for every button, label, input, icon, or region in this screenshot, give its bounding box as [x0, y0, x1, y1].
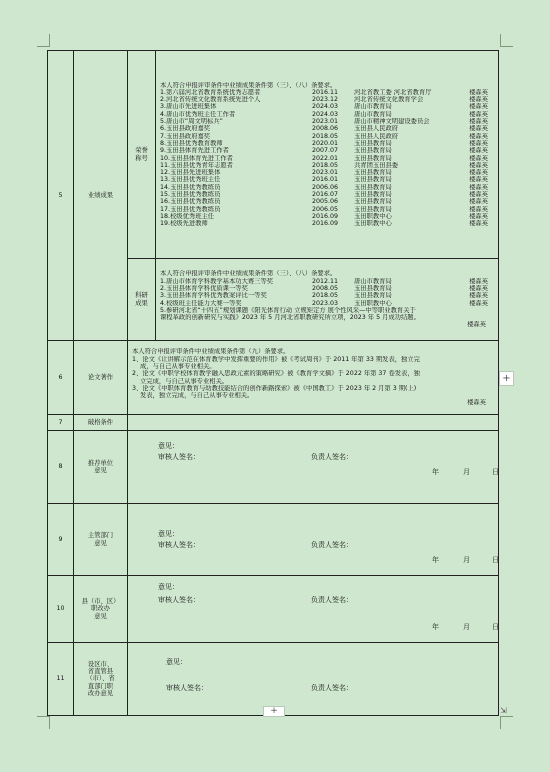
item-issuer: 玉田县教育局	[354, 169, 392, 177]
opinion-label: 意见：	[158, 530, 179, 538]
responsible-signature-label: 负责人签名：	[311, 684, 353, 692]
reviewer-signature-label: 审核人签名：	[158, 453, 200, 461]
margin-corner-mark	[500, 716, 513, 729]
item-signature: 楼森英	[469, 161, 488, 169]
item-title: 18.校级优秀班主任	[160, 212, 215, 220]
signature: 楼森英	[467, 399, 486, 407]
paper-line: 立完成，与自己从事专业相关。	[140, 377, 229, 385]
item-title: 7.玉田县政府嘉奖	[160, 132, 211, 140]
item-title: 4.校级班主任能力大赛一等奖	[160, 299, 242, 307]
research-note: 5.参研河北省“十四五”规划课题《阳光体育行动 立规矩定方 展个性风采—中等职业教育关于	[160, 306, 416, 314]
list-item	[160, 191, 494, 198]
margin-corner-mark	[37, 716, 50, 729]
add-column-handle-icon[interactable]: +	[499, 371, 514, 386]
item-signature: 楼森英	[469, 110, 488, 118]
item-signature: 楼森英	[469, 277, 488, 285]
item-signature: 楼森英	[469, 176, 488, 184]
paper-line: 2、论文《中职学校体育教学融入思政元素的策略研究》被《教育学文摘》于 2022 年第 37 卷发表，独	[132, 370, 420, 378]
list-item	[160, 220, 494, 227]
list-item	[160, 111, 494, 118]
row-opinion	[48, 576, 499, 643]
item-title: 19.校级先进教师	[160, 220, 208, 228]
item-title: 15.玉田县优秀教练员	[160, 190, 221, 198]
item-signature: 楼森英	[469, 96, 488, 104]
subcategory-research: 科研成果	[128, 259, 156, 341]
opinion-cell[interactable]	[128, 643, 499, 716]
row-opinion	[48, 643, 499, 716]
add-row-handle-icon[interactable]: +	[263, 706, 285, 717]
item-signature: 楼森英	[469, 147, 488, 155]
item-issuer: 唐山市精神文明建设委员会	[354, 118, 430, 126]
item-signature: 楼森英	[469, 103, 488, 111]
research-note: 课程革政的创新研究与实践》2023 年 5 月河北省职教研究所立项，2023 年 5 月成功结题。	[160, 314, 420, 322]
item-title: 1.唐山市体育学科教学基本功大赛三等奖	[160, 277, 274, 285]
item-title: 13.玉田县优秀班主任	[160, 176, 221, 184]
paper-line: 成，与自己从事专业相关。	[140, 362, 216, 370]
opinion-label: 意见：	[166, 658, 187, 666]
row-category: 论文著作	[74, 341, 128, 415]
item-date: 2018.05	[312, 292, 339, 300]
list-item	[160, 89, 494, 96]
item-date: 2024.03	[312, 110, 339, 118]
item-date: 2018.05	[312, 161, 339, 169]
list-item	[160, 133, 494, 140]
item-date: 2023.12	[312, 96, 339, 104]
reviewer-signature-label: 审核人签名：	[158, 596, 200, 604]
row-number: 8	[48, 431, 74, 504]
list-item	[160, 96, 494, 103]
item-signature: 楼森英	[469, 118, 488, 126]
item-date: 2012.11	[312, 277, 339, 285]
item-issuer: 玉田职教中心	[354, 212, 392, 220]
table-resize-icon[interactable]: ⇲	[500, 706, 507, 715]
item-issuer: 玉田县教育局	[354, 190, 392, 198]
list-item	[160, 184, 494, 191]
item-issuer: 玉田县教育局	[354, 147, 392, 155]
item-signature: 楼森英	[469, 132, 488, 140]
list-item	[160, 285, 494, 292]
item-signature: 楼森英	[469, 88, 488, 96]
item-issuer: 玉田县教育局	[354, 154, 392, 162]
list-item	[160, 125, 494, 132]
item-title: 10.玉田县体育先进工作者	[160, 154, 233, 162]
item-date: 2008.06	[312, 125, 339, 133]
item-title: 1.第六届河北省教育系统优秀志愿者	[160, 88, 261, 96]
row-opinion	[48, 431, 499, 504]
item-issuer: 唐山市教育局	[354, 277, 392, 285]
form-table	[47, 50, 499, 716]
honors-list[interactable]	[156, 51, 499, 259]
item-date: 2020.01	[312, 139, 339, 147]
item-issuer: 河北省教工委 河北省教育厅	[354, 88, 432, 96]
item-title: 2.河北省传统文化教育系统先进个人	[160, 96, 261, 104]
list-item	[160, 300, 494, 307]
item-title: 2.玉田县体育学科优质课一等奖	[160, 284, 248, 292]
list-item	[160, 198, 494, 205]
row-exception	[48, 415, 499, 431]
list-item	[160, 292, 494, 299]
list-item	[160, 176, 494, 183]
item-signature: 楼森英	[469, 212, 488, 220]
item-signature: 楼森英	[469, 299, 488, 307]
row-number: 9	[48, 504, 74, 576]
row-category: 推荐单位 意见	[74, 431, 128, 504]
reviewer-signature-label: 审核人签名：	[158, 541, 200, 549]
row-opinion	[48, 504, 499, 576]
item-date: 2016.11	[312, 88, 339, 96]
opinion-label: 意见：	[158, 442, 179, 450]
row-number: 10	[48, 576, 74, 643]
list-item	[160, 118, 494, 125]
item-title: 12.玉田县先进班集体	[160, 169, 221, 177]
item-date: 2016.09	[312, 212, 339, 220]
opinion-label: 意见：	[158, 583, 179, 591]
paper-line: 发表，独立完成，与自己从事专业相关。	[140, 392, 254, 400]
opinion-cell[interactable]	[128, 504, 499, 576]
date-month: 月	[463, 468, 470, 476]
item-date: 2018.05	[312, 132, 339, 140]
item-issuer: 唐山市教育局	[354, 103, 392, 111]
margin-corner-mark	[37, 34, 50, 47]
date-year: 年	[432, 468, 439, 476]
item-date: 2006.05	[312, 205, 339, 213]
item-title: 6.玉田县政府嘉奖	[160, 125, 211, 133]
item-date: 2016.09	[312, 220, 339, 228]
item-date: 2008.05	[312, 284, 339, 292]
margin-corner-mark	[500, 34, 513, 47]
item-date: 2016.01	[312, 176, 339, 184]
list-item	[160, 206, 494, 213]
item-signature: 楼森英	[469, 139, 488, 147]
item-issuer: 玉田县人民政府	[354, 125, 399, 133]
opinion-cell[interactable]	[128, 576, 499, 643]
row-category: 主管部门 意见	[74, 504, 128, 576]
list-item	[160, 147, 494, 154]
item-issuer: 玉田县教育局	[354, 198, 392, 206]
item-date: 2023.03	[312, 299, 339, 307]
date-day: 日	[492, 468, 499, 476]
paper-line: 本人符合申报评审条件中业绩成果条件第（九）条要求。	[132, 348, 290, 356]
row-category: 县（市、区） 职改办 意见	[74, 576, 128, 643]
item-issuer: 玉田县教育局	[354, 139, 392, 147]
research-list[interactable]	[156, 259, 499, 341]
date-month: 月	[463, 556, 470, 564]
item-date: 2022.01	[312, 154, 339, 162]
row-category: 破格条件	[74, 415, 128, 431]
exception-content[interactable]	[128, 415, 499, 431]
item-signature: 楼森英	[469, 154, 488, 162]
row-category: 设区市、 省直管县 （市）、省 直部门职 改办意见	[74, 643, 128, 716]
reviewer-signature-label: 审核人签名：	[166, 684, 208, 692]
research-intro: 本人符合申报评审条件中业绩成果条件第（三）、（八）条要求。	[160, 270, 337, 278]
list-item	[160, 213, 494, 220]
item-signature: 楼森英	[469, 292, 488, 300]
item-title: 8.玉田县优秀教育教师	[160, 139, 223, 147]
list-item	[160, 140, 494, 147]
row-number: 7	[48, 415, 74, 431]
responsible-signature-label: 负责人签名：	[311, 453, 353, 461]
list-item	[160, 278, 494, 285]
date-year: 年	[432, 623, 439, 631]
item-signature: 楼森英	[469, 183, 488, 191]
list-item	[160, 162, 494, 169]
item-title: 16.玉田县优秀教练员	[160, 198, 221, 206]
item-issuer: 唐山市教育局	[354, 110, 392, 118]
item-date: 2016.07	[312, 190, 339, 198]
papers-content[interactable]	[128, 341, 499, 415]
item-signature: 楼森英	[469, 125, 488, 133]
item-title: 3.唐山市先进班集体	[160, 103, 217, 111]
item-date: 2006.06	[312, 183, 339, 191]
item-signature: 楼森英	[469, 198, 488, 206]
item-signature: 楼森英	[469, 284, 488, 292]
item-issuer: 玉田职教中心	[354, 220, 392, 228]
item-title: 4.唐山市优秀班主任工作者	[160, 110, 236, 118]
item-title: 11.玉田县优秀青年志愿者	[160, 161, 233, 169]
responsible-signature-label: 负责人签名：	[311, 541, 353, 549]
item-issuer: 玉田县教育局	[354, 205, 392, 213]
item-date: 2023.01	[312, 169, 339, 177]
list-item	[160, 169, 494, 176]
item-issuer: 玉田县教育局	[354, 284, 392, 292]
item-issuer: 共青团玉田县委	[354, 161, 399, 169]
item-date: 2007.07	[312, 147, 339, 155]
item-issuer: 玉田县人民政府	[354, 132, 399, 140]
row-number: 11	[48, 643, 74, 716]
item-issuer: 玉田县教育局	[354, 183, 392, 191]
list-item	[160, 103, 494, 110]
date-day: 日	[492, 556, 499, 564]
row-achievements	[48, 51, 499, 259]
item-date: 2024.03	[312, 103, 339, 111]
item-signature: 楼森英	[469, 169, 488, 177]
signature: 楼森英	[467, 321, 486, 329]
item-title: 3.玉田县体育学科优秀教案评比一等奖	[160, 292, 267, 300]
item-title: 5.唐山市“周文明标兵”	[160, 118, 223, 126]
row-category: 业绩成果	[74, 51, 128, 341]
item-issuer: 河北省传统文化教育学会	[354, 96, 424, 104]
item-signature: 楼森英	[469, 190, 488, 198]
row-number: 5	[48, 51, 74, 341]
item-title: 14.玉田县优秀教练员	[160, 183, 221, 191]
date-year: 年	[432, 556, 439, 564]
list-item	[160, 155, 494, 162]
subcategory-honors: 荣誉称号	[128, 51, 156, 259]
item-date: 2023.01	[312, 118, 339, 126]
date-month: 月	[463, 623, 470, 631]
row-number: 6	[48, 341, 74, 415]
item-signature: 楼森英	[469, 220, 488, 228]
item-issuer: 玉田县教育局	[354, 176, 392, 184]
responsible-signature-label: 负责人签名：	[311, 596, 353, 604]
item-signature: 楼森英	[469, 205, 488, 213]
opinion-cell[interactable]	[128, 431, 499, 504]
paper-line: 3、论文《中职体育教育与幼教技能结合的创作新路探索》被《中国教工》于 2023 年 2 月第 3 期(上)	[132, 384, 417, 392]
paper-line: 1、论文《让讲解示范在体育教学中发挥重要的作用》被《考试周刊》于 2011 年第 33 期发表，独立完	[132, 355, 420, 363]
item-date: 2005.06	[312, 198, 339, 206]
item-issuer: 玉田职教中心	[354, 299, 392, 307]
row-papers	[48, 341, 499, 415]
date-day: 日	[492, 623, 499, 631]
item-issuer: 玉田县教育局	[354, 292, 392, 300]
honors-intro: 本人符合申报评审条件中业绩成果条件第（三）、（八）条要求。	[160, 81, 337, 89]
item-title: 17.玉田县优秀教练员	[160, 205, 221, 213]
item-title: 9.玉田县体育先进工作者	[160, 147, 229, 155]
